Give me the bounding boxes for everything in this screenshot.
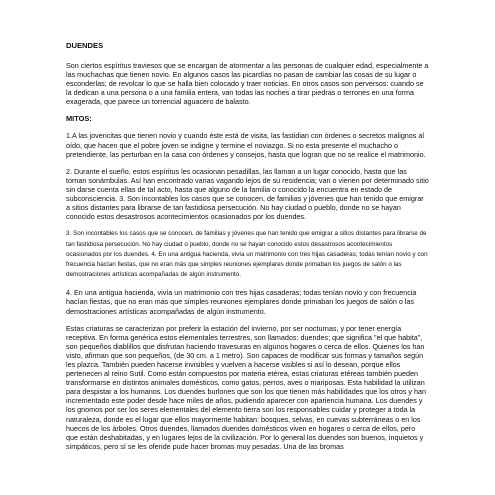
- intro-paragraph: Son ciertos espíritus traviesos que se encargan de atormentar a las personas de cualquier edad, especialmente a las muchachas que tienen novio. En algunos casos las picardías no pasan de cambiar las cosas de su lugar o esconderlas; de revolcar lo que se halla bien colocado y traer noticias. En otros casos son perversos: cuando se la dedican a una persona o a una familia entera, van todas las noches a tirar piedras o terrones en una forma exagerada, que parece un torrencial aguacero de balasto.: [66, 61, 429, 107]
- mito-2-paragraph: 2. Durante el sueño, estos espíritus les ocasionan pesadillas, las llaman a un lugar conocido, hasta que las tornan sonámbulas. Así han encontrado varias vagando lejos de su residencia; van o vienen por determinado sitio sin darse cuenta ellas de tal acto, hasta que alguno de la familia o conocido la encuentra en estado de subconsciencia. 3. Son incontables los casos que se conocen, de familias y jóvenes que han tenido que emigrar a sitios distantes para librarse de tan fastidiosa persecución. No hay ciudad o pueblo, donde no se hayan conocido estos desastrosos acontecimientos ocasionados por los duendes.: [66, 166, 429, 222]
- mitos-heading: MITOS:: [66, 114, 92, 124]
- mito-1-paragraph: 1.A las jovencitas que tienen novio y cuando éste está de visita, las fastidian con órdenes o secretos malignos al oído, que hacen que el pobre joven se indigne y termine el noviazgo. Si no esta presente el muchacho o pretendiente, las perturban en la casa con órdenes y consejos, hasta que logran que no se realice el matrimonio.: [66, 131, 426, 159]
- document-title: DUENDES: [66, 41, 104, 50]
- document-body: [66, 41, 429, 451]
- closing-paragraph: Estas criaturas se caracterizan por preferir la estación del invierno, por ser nocturnas, y por tener energía receptiva. En forma genérica estos elementales terrestres, son llamados: duendes; que significa "el que habita", son pequeños diablillos que disfrutan haciendo travesuras en algunos hogares o cerca de ellos. Quienes los han visto, afirman que son pequeños, (de 30 cm. a 1 metro). Son capaces de modificar sus formas y tamaños según les plazca. También pueden hacerse invisibles y vuelven a hacerse visibles si así lo desean, porque ellos pertenecen al reino Sutil. Como están compuestos por materia etérea, estas criaturas etéreas también pueden transformarse en distintos animales domésticos, como gatos, perros, aves o mariposas. Esta habilidad la utilizan para despistar a los humanos. Los duendes burlones que son los que tienen más habilidades que los otros y han incrementado este poder desde hace miles de años, pudiendo aparecer con apariencia humana. Los duendes y los gnomos por ser los seres elementales del elemento tierra son los responsables cuidar y proteger a toda la naturaleza, donde es el lugar que ellos mayormente habitan: bosques, selvas, en cuevas subterráneas o en los huecos de los árboles. Otros duendes, llamados duendes domésticos viven en hogares o cerca de ellos, pero que están deshabitadas, y en lugares lejos de la civilización. Por lo general los duendes son buenos, inquietos y simpáticos, pero sí se les ofende pude hacer bromas muy pesadas. Una de las bromas: [66, 323, 427, 451]
- mito-3-paragraph: 3. Son incontables los casos que se conocen, de familias y jóvenes que han tenido que emigrar a sitios distantes para librarse de tan fastidiosa persecución. No hay ciudad o pueblo, donde no se hayan conocido estos desastrosos acontecimientos ocasionados por los duendes. 4. En una antigua hacienda, vivía un matrimonio con tres hijas casaderas; todas tenían novio y con frecuencia hacían fiestas, que no eran más que simples reuniones ejemplares donde primaban los juegos de salón o las demostraciones artísticas acompañadas de algún instrumento.: [66, 230, 428, 279]
- mito-4-paragraph: 4. En una antigua hacienda, vivía un matrimonio con tres hijas casaderas; todas tenían novio y con frecuencia hacían fiestas, que no eran más que simples reuniones ejemplares donde primaban los juegos de salón o las demostraciones artísticas acompañadas de algún instrumento.: [66, 288, 417, 316]
